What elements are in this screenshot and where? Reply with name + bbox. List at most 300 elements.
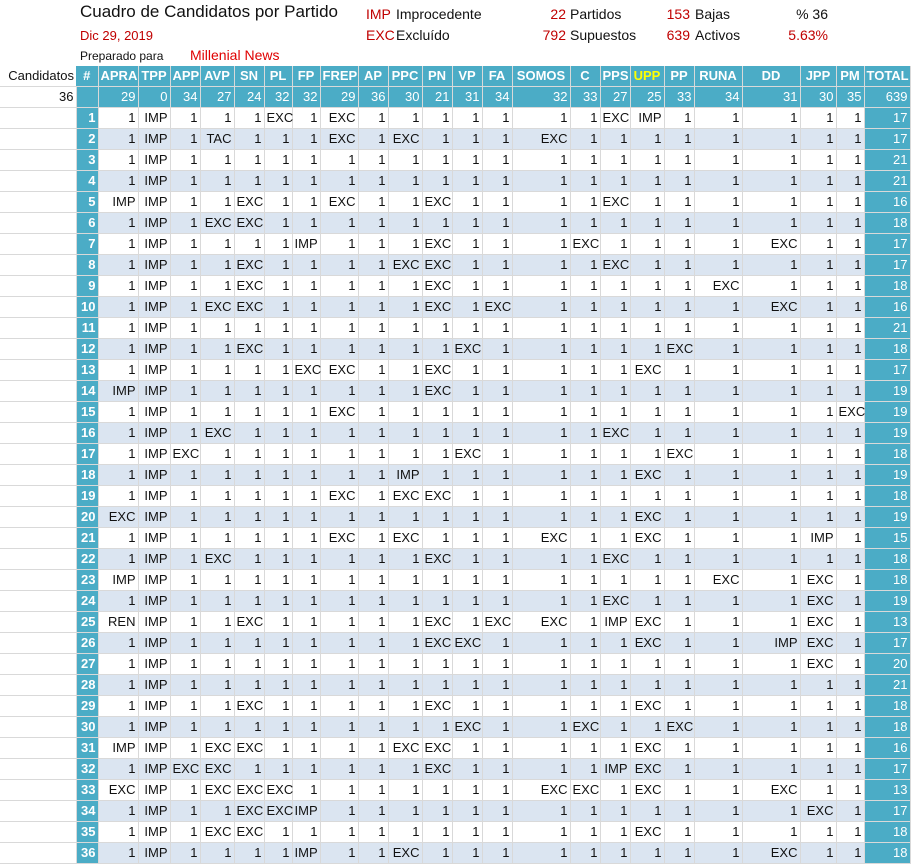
table-cell[interactable]: 1 bbox=[452, 549, 482, 570]
table-cell[interactable]: 1 bbox=[358, 528, 388, 549]
table-cell[interactable]: 1 bbox=[512, 171, 570, 192]
table-cell[interactable]: IMP bbox=[138, 591, 170, 612]
table-cell[interactable]: 1 bbox=[512, 717, 570, 738]
table-cell[interactable]: EXC bbox=[664, 717, 694, 738]
table-cell[interactable]: 1 bbox=[664, 507, 694, 528]
table-cell[interactable]: 1 bbox=[836, 171, 864, 192]
table-cell[interactable]: 1 bbox=[234, 549, 264, 570]
table-cell[interactable]: EXC bbox=[170, 759, 200, 780]
table-cell[interactable]: 1 bbox=[452, 213, 482, 234]
table-cell[interactable]: 1 bbox=[422, 570, 452, 591]
table-cell[interactable]: 1 bbox=[234, 360, 264, 381]
row-total[interactable]: 21 bbox=[864, 171, 910, 192]
table-cell[interactable]: 1 bbox=[292, 738, 320, 759]
table-cell[interactable]: 1 bbox=[200, 570, 234, 591]
table-cell[interactable]: 1 bbox=[664, 780, 694, 801]
table-cell[interactable]: 1 bbox=[836, 150, 864, 171]
table-cell[interactable]: 1 bbox=[452, 675, 482, 696]
table-cell[interactable]: 1 bbox=[358, 360, 388, 381]
table-cell[interactable]: 1 bbox=[234, 423, 264, 444]
table-cell[interactable]: 1 bbox=[264, 570, 292, 591]
row-number[interactable]: 36 bbox=[76, 843, 98, 864]
row-number[interactable]: 1 bbox=[76, 108, 98, 129]
table-cell[interactable]: 1 bbox=[836, 108, 864, 129]
table-cell[interactable]: 1 bbox=[358, 549, 388, 570]
table-cell[interactable]: 1 bbox=[512, 843, 570, 864]
table-cell[interactable]: EXC bbox=[512, 528, 570, 549]
table-cell[interactable]: 1 bbox=[482, 129, 512, 150]
table-cell[interactable]: EXC bbox=[234, 255, 264, 276]
table-cell[interactable]: 1 bbox=[234, 675, 264, 696]
table-cell[interactable]: 1 bbox=[664, 318, 694, 339]
table-cell[interactable]: 1 bbox=[742, 654, 800, 675]
table-cell[interactable]: 1 bbox=[292, 654, 320, 675]
table-cell[interactable]: 1 bbox=[98, 360, 138, 381]
table-cell[interactable]: 1 bbox=[422, 843, 452, 864]
table-cell[interactable]: 1 bbox=[292, 465, 320, 486]
table-cell[interactable]: 1 bbox=[200, 612, 234, 633]
table-cell[interactable]: 1 bbox=[694, 633, 742, 654]
table-cell[interactable]: 1 bbox=[200, 444, 234, 465]
table-cell[interactable]: EXC bbox=[800, 801, 836, 822]
table-cell[interactable]: 1 bbox=[264, 192, 292, 213]
table-cell[interactable]: 1 bbox=[388, 402, 422, 423]
table-cell[interactable]: 1 bbox=[836, 549, 864, 570]
table-cell[interactable]: 1 bbox=[742, 612, 800, 633]
table-cell[interactable]: 1 bbox=[98, 255, 138, 276]
table-cell[interactable]: 1 bbox=[358, 423, 388, 444]
row-total[interactable]: 19 bbox=[864, 381, 910, 402]
table-cell[interactable]: IMP bbox=[138, 570, 170, 591]
table-cell[interactable]: 1 bbox=[422, 318, 452, 339]
table-cell[interactable]: 1 bbox=[694, 612, 742, 633]
table-cell[interactable]: IMP bbox=[138, 696, 170, 717]
table-cell[interactable]: 1 bbox=[200, 339, 234, 360]
table-cell[interactable]: 1 bbox=[664, 276, 694, 297]
table-cell[interactable]: 1 bbox=[292, 402, 320, 423]
table-cell[interactable]: 1 bbox=[570, 381, 600, 402]
table-cell[interactable]: 1 bbox=[836, 801, 864, 822]
table-cell[interactable]: 1 bbox=[570, 423, 600, 444]
table-cell[interactable]: 1 bbox=[836, 780, 864, 801]
table-cell[interactable]: 1 bbox=[292, 675, 320, 696]
table-cell[interactable]: 1 bbox=[264, 339, 292, 360]
table-cell[interactable]: 1 bbox=[320, 822, 358, 843]
table-cell[interactable]: 1 bbox=[630, 549, 664, 570]
table-cell[interactable]: EXC bbox=[234, 696, 264, 717]
table-cell[interactable]: 1 bbox=[836, 528, 864, 549]
table-cell[interactable]: EXC bbox=[422, 234, 452, 255]
table-cell[interactable]: 1 bbox=[358, 507, 388, 528]
table-cell[interactable]: 1 bbox=[388, 318, 422, 339]
table-cell[interactable]: 1 bbox=[264, 234, 292, 255]
table-cell[interactable]: 1 bbox=[388, 297, 422, 318]
table-cell[interactable]: EXC bbox=[200, 822, 234, 843]
table-cell[interactable]: 1 bbox=[664, 486, 694, 507]
table-cell[interactable]: 1 bbox=[264, 318, 292, 339]
table-cell[interactable]: 1 bbox=[422, 423, 452, 444]
table-cell[interactable]: 1 bbox=[264, 612, 292, 633]
table-cell[interactable]: 1 bbox=[742, 486, 800, 507]
table-cell[interactable]: 1 bbox=[600, 717, 630, 738]
table-cell[interactable]: 1 bbox=[388, 696, 422, 717]
table-cell[interactable]: 1 bbox=[836, 234, 864, 255]
table-cell[interactable]: 1 bbox=[358, 402, 388, 423]
table-cell[interactable]: 1 bbox=[358, 108, 388, 129]
table-cell[interactable]: 1 bbox=[422, 780, 452, 801]
table-cell[interactable]: 1 bbox=[664, 381, 694, 402]
table-cell[interactable]: 1 bbox=[482, 717, 512, 738]
table-cell[interactable]: 1 bbox=[358, 717, 388, 738]
table-cell[interactable]: 1 bbox=[742, 108, 800, 129]
table-cell[interactable]: 1 bbox=[98, 549, 138, 570]
row-number[interactable]: 14 bbox=[76, 381, 98, 402]
table-cell[interactable]: 1 bbox=[388, 612, 422, 633]
table-cell[interactable]: 1 bbox=[200, 108, 234, 129]
table-cell[interactable]: 1 bbox=[664, 234, 694, 255]
table-cell[interactable]: EXC bbox=[742, 843, 800, 864]
table-cell[interactable]: 1 bbox=[836, 213, 864, 234]
table-cell[interactable]: 1 bbox=[800, 486, 836, 507]
table-cell[interactable]: 1 bbox=[200, 192, 234, 213]
table-cell[interactable]: 1 bbox=[98, 822, 138, 843]
table-cell[interactable]: 1 bbox=[482, 423, 512, 444]
table-cell[interactable]: IMP bbox=[292, 843, 320, 864]
table-cell[interactable]: 1 bbox=[200, 255, 234, 276]
row-total[interactable]: 19 bbox=[864, 465, 910, 486]
table-cell[interactable]: 1 bbox=[292, 759, 320, 780]
table-cell[interactable]: 1 bbox=[320, 696, 358, 717]
table-cell[interactable]: 1 bbox=[358, 822, 388, 843]
table-cell[interactable]: 1 bbox=[836, 633, 864, 654]
table-cell[interactable]: 1 bbox=[388, 171, 422, 192]
table-cell[interactable]: 1 bbox=[694, 507, 742, 528]
table-cell[interactable]: 1 bbox=[664, 297, 694, 318]
table-cell[interactable]: EXC bbox=[200, 780, 234, 801]
table-cell[interactable]: 1 bbox=[742, 570, 800, 591]
table-cell[interactable]: 1 bbox=[694, 192, 742, 213]
table-cell[interactable]: 1 bbox=[264, 276, 292, 297]
table-cell[interactable]: EXC bbox=[630, 780, 664, 801]
table-cell[interactable]: EXC bbox=[452, 444, 482, 465]
table-cell[interactable]: EXC bbox=[512, 129, 570, 150]
table-cell[interactable]: 1 bbox=[836, 381, 864, 402]
table-cell[interactable]: 1 bbox=[800, 696, 836, 717]
table-cell[interactable]: IMP bbox=[600, 612, 630, 633]
table-cell[interactable]: 1 bbox=[570, 402, 600, 423]
table-cell[interactable]: 1 bbox=[836, 192, 864, 213]
table-cell[interactable]: 1 bbox=[98, 654, 138, 675]
table-cell[interactable]: 1 bbox=[170, 297, 200, 318]
table-cell[interactable]: EXC bbox=[800, 570, 836, 591]
table-cell[interactable]: 1 bbox=[570, 591, 600, 612]
row-number[interactable]: 11 bbox=[76, 318, 98, 339]
table-cell[interactable]: 1 bbox=[600, 402, 630, 423]
table-cell[interactable]: 1 bbox=[512, 507, 570, 528]
table-cell[interactable]: EXC bbox=[422, 276, 452, 297]
table-cell[interactable]: EXC bbox=[234, 780, 264, 801]
table-cell[interactable]: 1 bbox=[452, 171, 482, 192]
table-cell[interactable]: 1 bbox=[836, 444, 864, 465]
table-cell[interactable]: 1 bbox=[694, 255, 742, 276]
table-cell[interactable]: 1 bbox=[600, 276, 630, 297]
table-cell[interactable]: 1 bbox=[320, 465, 358, 486]
table-cell[interactable]: 1 bbox=[200, 360, 234, 381]
table-cell[interactable]: 1 bbox=[570, 759, 600, 780]
table-cell[interactable]: 1 bbox=[320, 633, 358, 654]
table-cell[interactable]: 1 bbox=[600, 801, 630, 822]
table-cell[interactable]: EXC bbox=[200, 759, 234, 780]
table-cell[interactable]: 1 bbox=[742, 402, 800, 423]
table-cell[interactable]: EXC bbox=[512, 780, 570, 801]
table-cell[interactable]: 1 bbox=[512, 738, 570, 759]
table-cell[interactable]: 1 bbox=[570, 528, 600, 549]
table-cell[interactable]: EXC bbox=[422, 738, 452, 759]
table-cell[interactable]: 1 bbox=[800, 234, 836, 255]
table-cell[interactable]: EXC bbox=[170, 444, 200, 465]
table-cell[interactable]: 1 bbox=[630, 801, 664, 822]
table-cell[interactable]: 1 bbox=[264, 549, 292, 570]
table-cell[interactable]: 1 bbox=[800, 255, 836, 276]
table-cell[interactable]: 1 bbox=[630, 717, 664, 738]
table-cell[interactable]: 1 bbox=[836, 717, 864, 738]
table-cell[interactable]: 1 bbox=[358, 654, 388, 675]
table-cell[interactable]: 1 bbox=[234, 717, 264, 738]
table-cell[interactable]: 1 bbox=[664, 801, 694, 822]
table-cell[interactable]: EXC bbox=[664, 339, 694, 360]
table-cell[interactable]: 1 bbox=[292, 192, 320, 213]
table-cell[interactable]: 1 bbox=[170, 654, 200, 675]
table-cell[interactable]: 1 bbox=[422, 444, 452, 465]
table-cell[interactable]: 1 bbox=[630, 192, 664, 213]
table-cell[interactable]: 1 bbox=[264, 528, 292, 549]
table-cell[interactable]: IMP bbox=[98, 570, 138, 591]
table-cell[interactable]: 1 bbox=[800, 780, 836, 801]
table-cell[interactable]: 1 bbox=[694, 717, 742, 738]
table-cell[interactable]: IMP bbox=[138, 234, 170, 255]
table-cell[interactable]: EXC bbox=[422, 360, 452, 381]
table-cell[interactable]: 1 bbox=[200, 465, 234, 486]
table-cell[interactable]: 1 bbox=[170, 360, 200, 381]
table-cell[interactable]: IMP bbox=[138, 738, 170, 759]
table-cell[interactable]: 1 bbox=[630, 213, 664, 234]
table-cell[interactable]: 1 bbox=[292, 549, 320, 570]
table-cell[interactable]: 1 bbox=[630, 486, 664, 507]
table-cell[interactable]: IMP bbox=[138, 759, 170, 780]
table-cell[interactable]: EXC bbox=[320, 360, 358, 381]
row-number[interactable]: 15 bbox=[76, 402, 98, 423]
table-cell[interactable]: 1 bbox=[664, 570, 694, 591]
table-cell[interactable]: 1 bbox=[452, 381, 482, 402]
table-cell[interactable]: 1 bbox=[512, 234, 570, 255]
table-cell[interactable]: EXC bbox=[800, 633, 836, 654]
table-cell[interactable]: 1 bbox=[600, 633, 630, 654]
table-cell[interactable]: 1 bbox=[742, 171, 800, 192]
table-cell[interactable]: 1 bbox=[170, 192, 200, 213]
table-cell[interactable]: EXC bbox=[452, 633, 482, 654]
table-cell[interactable]: 1 bbox=[170, 108, 200, 129]
table-cell[interactable]: IMP bbox=[138, 276, 170, 297]
table-cell[interactable]: 1 bbox=[570, 339, 600, 360]
table-cell[interactable]: IMP bbox=[138, 423, 170, 444]
table-cell[interactable]: 1 bbox=[200, 717, 234, 738]
table-cell[interactable]: 1 bbox=[358, 612, 388, 633]
table-cell[interactable]: 1 bbox=[512, 465, 570, 486]
table-cell[interactable]: 1 bbox=[570, 213, 600, 234]
table-cell[interactable]: 1 bbox=[694, 549, 742, 570]
table-cell[interactable]: 1 bbox=[800, 759, 836, 780]
table-cell[interactable]: 1 bbox=[452, 360, 482, 381]
table-cell[interactable]: 1 bbox=[664, 591, 694, 612]
table-cell[interactable]: 1 bbox=[570, 129, 600, 150]
table-cell[interactable]: 1 bbox=[358, 255, 388, 276]
table-cell[interactable]: 1 bbox=[664, 129, 694, 150]
row-number[interactable]: 19 bbox=[76, 486, 98, 507]
table-cell[interactable]: 1 bbox=[482, 381, 512, 402]
table-cell[interactable]: 1 bbox=[512, 255, 570, 276]
table-cell[interactable]: EXC bbox=[388, 528, 422, 549]
table-cell[interactable]: 1 bbox=[234, 381, 264, 402]
table-cell[interactable]: 1 bbox=[264, 486, 292, 507]
row-total[interactable]: 17 bbox=[864, 633, 910, 654]
table-cell[interactable]: 1 bbox=[836, 465, 864, 486]
table-cell[interactable]: EXC bbox=[234, 801, 264, 822]
table-cell[interactable]: 1 bbox=[836, 297, 864, 318]
table-cell[interactable]: 1 bbox=[482, 570, 512, 591]
table-cell[interactable]: 1 bbox=[358, 486, 388, 507]
table-cell[interactable]: 1 bbox=[320, 213, 358, 234]
table-cell[interactable]: 1 bbox=[482, 234, 512, 255]
table-cell[interactable]: 1 bbox=[694, 696, 742, 717]
table-cell[interactable]: 1 bbox=[170, 465, 200, 486]
table-cell[interactable]: 1 bbox=[98, 465, 138, 486]
table-cell[interactable]: 1 bbox=[570, 108, 600, 129]
table-cell[interactable]: 1 bbox=[234, 654, 264, 675]
table-cell[interactable]: 1 bbox=[694, 297, 742, 318]
table-cell[interactable]: 1 bbox=[600, 297, 630, 318]
row-total[interactable]: 17 bbox=[864, 759, 910, 780]
table-cell[interactable]: IMP bbox=[138, 507, 170, 528]
row-number[interactable]: 6 bbox=[76, 213, 98, 234]
table-cell[interactable]: 1 bbox=[170, 738, 200, 759]
table-cell[interactable]: EXC bbox=[320, 402, 358, 423]
table-cell[interactable]: 1 bbox=[452, 276, 482, 297]
table-cell[interactable]: EXC bbox=[200, 423, 234, 444]
table-cell[interactable]: EXC bbox=[600, 108, 630, 129]
table-cell[interactable]: EXC bbox=[422, 549, 452, 570]
table-cell[interactable]: 1 bbox=[320, 318, 358, 339]
table-cell[interactable]: IMP bbox=[138, 360, 170, 381]
table-cell[interactable]: 1 bbox=[452, 528, 482, 549]
table-cell[interactable]: EXC bbox=[600, 192, 630, 213]
table-cell[interactable]: 1 bbox=[358, 129, 388, 150]
table-cell[interactable]: 1 bbox=[630, 339, 664, 360]
table-cell[interactable]: EXC bbox=[292, 360, 320, 381]
table-cell[interactable]: 1 bbox=[512, 276, 570, 297]
table-cell[interactable]: IMP bbox=[138, 675, 170, 696]
row-number[interactable]: 31 bbox=[76, 738, 98, 759]
table-cell[interactable]: 1 bbox=[512, 444, 570, 465]
table-cell[interactable]: 1 bbox=[452, 150, 482, 171]
table-cell[interactable]: 1 bbox=[98, 402, 138, 423]
table-cell[interactable]: 1 bbox=[200, 843, 234, 864]
table-cell[interactable]: 1 bbox=[170, 318, 200, 339]
table-cell[interactable]: 1 bbox=[570, 255, 600, 276]
table-cell[interactable]: 1 bbox=[264, 255, 292, 276]
table-cell[interactable]: 1 bbox=[422, 402, 452, 423]
table-cell[interactable]: 1 bbox=[170, 276, 200, 297]
table-cell[interactable]: 1 bbox=[422, 675, 452, 696]
row-number[interactable]: 32 bbox=[76, 759, 98, 780]
table-cell[interactable]: 1 bbox=[600, 780, 630, 801]
table-cell[interactable]: 1 bbox=[452, 402, 482, 423]
table-cell[interactable]: 1 bbox=[292, 423, 320, 444]
table-cell[interactable]: IMP bbox=[388, 465, 422, 486]
table-cell[interactable]: IMP bbox=[138, 822, 170, 843]
table-cell[interactable]: 1 bbox=[422, 129, 452, 150]
table-cell[interactable]: 1 bbox=[600, 129, 630, 150]
table-cell[interactable]: 1 bbox=[452, 570, 482, 591]
table-cell[interactable]: 1 bbox=[170, 150, 200, 171]
table-cell[interactable]: EXC bbox=[320, 528, 358, 549]
table-cell[interactable]: IMP bbox=[138, 213, 170, 234]
table-cell[interactable]: 1 bbox=[570, 276, 600, 297]
table-cell[interactable]: 1 bbox=[570, 150, 600, 171]
table-cell[interactable]: EXC bbox=[320, 108, 358, 129]
table-cell[interactable]: 1 bbox=[320, 654, 358, 675]
table-cell[interactable]: EXC bbox=[600, 423, 630, 444]
table-cell[interactable]: 1 bbox=[320, 780, 358, 801]
table-cell[interactable]: 1 bbox=[170, 633, 200, 654]
table-cell[interactable]: 1 bbox=[482, 402, 512, 423]
table-cell[interactable]: 1 bbox=[742, 192, 800, 213]
table-cell[interactable]: 1 bbox=[630, 297, 664, 318]
table-cell[interactable]: 1 bbox=[482, 507, 512, 528]
table-cell[interactable]: 1 bbox=[320, 339, 358, 360]
table-cell[interactable]: 1 bbox=[836, 612, 864, 633]
table-cell[interactable]: IMP bbox=[98, 738, 138, 759]
table-cell[interactable]: 1 bbox=[320, 171, 358, 192]
table-cell[interactable]: 1 bbox=[422, 339, 452, 360]
table-cell[interactable]: IMP bbox=[138, 318, 170, 339]
table-cell[interactable]: 1 bbox=[388, 192, 422, 213]
table-cell[interactable]: 1 bbox=[320, 675, 358, 696]
table-cell[interactable]: 1 bbox=[422, 717, 452, 738]
table-cell[interactable]: 1 bbox=[200, 654, 234, 675]
table-cell[interactable]: 1 bbox=[358, 171, 388, 192]
table-cell[interactable]: 1 bbox=[234, 633, 264, 654]
table-cell[interactable]: 1 bbox=[482, 192, 512, 213]
table-cell[interactable]: 1 bbox=[742, 444, 800, 465]
table-cell[interactable]: 1 bbox=[98, 150, 138, 171]
table-cell[interactable]: 1 bbox=[600, 570, 630, 591]
table-cell[interactable]: 1 bbox=[292, 171, 320, 192]
table-cell[interactable]: 1 bbox=[836, 675, 864, 696]
table-cell[interactable]: 1 bbox=[664, 108, 694, 129]
row-total[interactable]: 17 bbox=[864, 255, 910, 276]
row-total[interactable]: 18 bbox=[864, 486, 910, 507]
table-cell[interactable]: IMP bbox=[800, 528, 836, 549]
table-cell[interactable]: 1 bbox=[170, 801, 200, 822]
table-cell[interactable]: 1 bbox=[200, 171, 234, 192]
table-cell[interactable]: EXC bbox=[742, 297, 800, 318]
row-total[interactable]: 18 bbox=[864, 549, 910, 570]
table-cell[interactable]: 1 bbox=[320, 423, 358, 444]
table-cell[interactable]: 1 bbox=[292, 486, 320, 507]
table-cell[interactable]: 1 bbox=[388, 633, 422, 654]
table-cell[interactable]: 1 bbox=[98, 444, 138, 465]
table-cell[interactable]: 1 bbox=[388, 213, 422, 234]
